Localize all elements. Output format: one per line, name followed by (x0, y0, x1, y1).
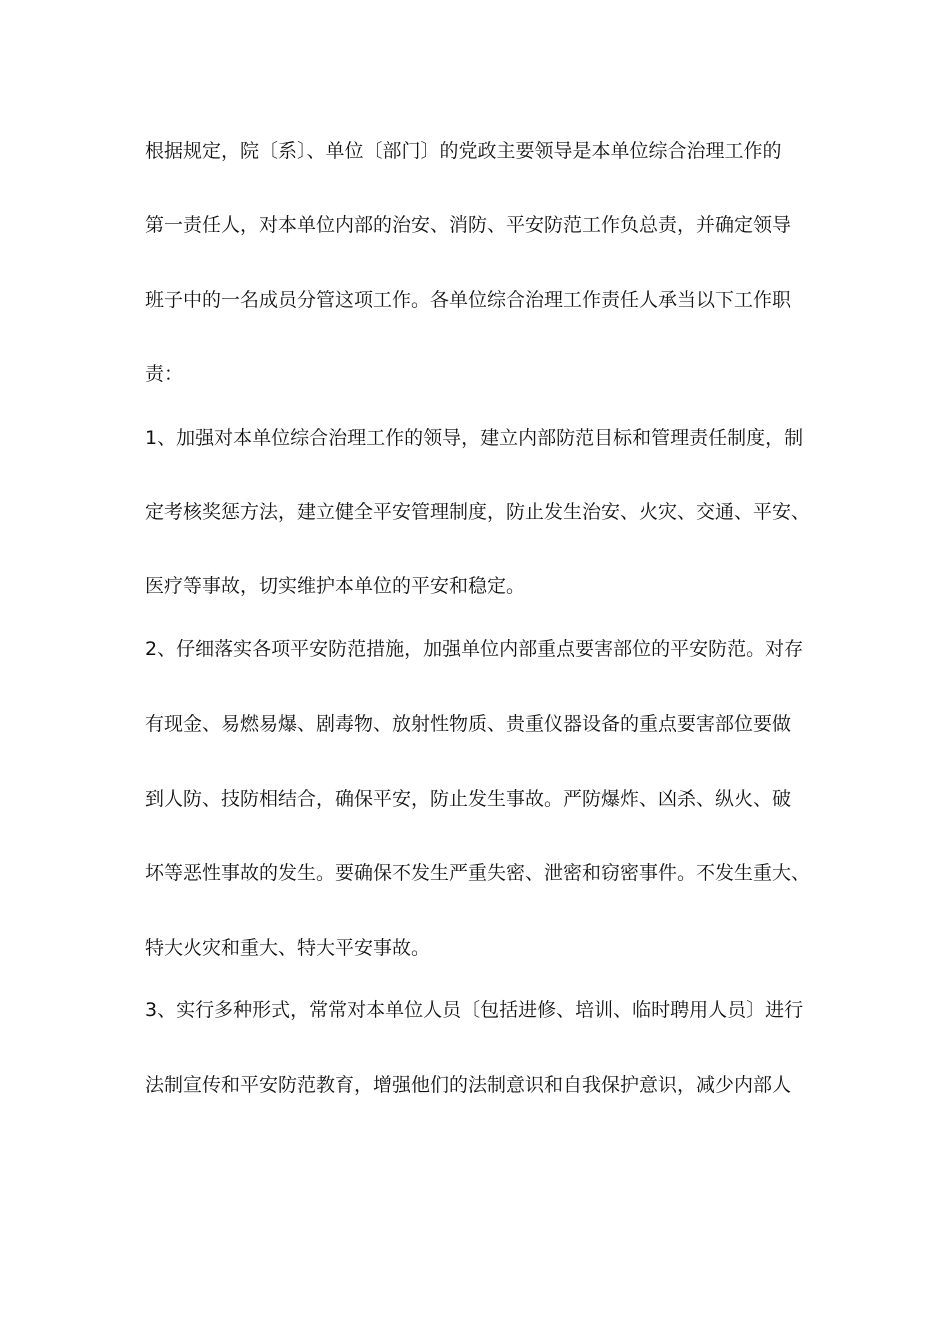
text-line: 3、实行多种形式，常常对本单位人员〔包括进修、培训、临时聘用人员〕进行 (145, 999, 804, 1021)
text-line: 2、仔细落实各项平安防范措施，加强单位内部重点要害部位的平安防范。对存 (145, 638, 804, 660)
text-line: 定考核奖惩方法，建立健全平安管理制度，防止发生治安、火灾、交通、平安、 (145, 501, 811, 523)
text-line: 到人防、技防相结合，确保平安，防止发生事故。严防爆炸、凶杀、纵火、破 (145, 788, 792, 810)
text-line: 有现金、易燃易爆、剧毒物、放射性物质、贵重仪器设备的重点要害部位要做 (145, 713, 792, 735)
text-line: 根据规定，院〔系〕、单位〔部门〕的党政主要领导是本单位综合治理工作的 (145, 140, 782, 162)
text-line: 班子中的一名成员分管这项工作。各单位综合治理工作责任人承当以下工作职 (145, 289, 792, 311)
text-line: 法制宣传和平安防范教育，增强他们的法制意识和自我保护意识，减少内部人 (145, 1074, 792, 1096)
text-line: 医疗等事故，切实维护本单位的平安和稳定。 (145, 575, 526, 597)
text-line: 特大火灾和重大、特大平安事故。 (145, 937, 431, 959)
text-line: 第一责任人，对本单位内部的治安、消防、平安防范工作负总责，并确定领导 (145, 214, 792, 236)
text-line: 责： (145, 363, 184, 385)
text-line: 1、加强对本单位综合治理工作的领导，建立内部防范目标和管理责任制度，制 (145, 427, 804, 449)
text-line: 坏等恶性事故的发生。要确保不发生严重失密、泄密和窃密事件。不发生重大、 (145, 862, 811, 884)
